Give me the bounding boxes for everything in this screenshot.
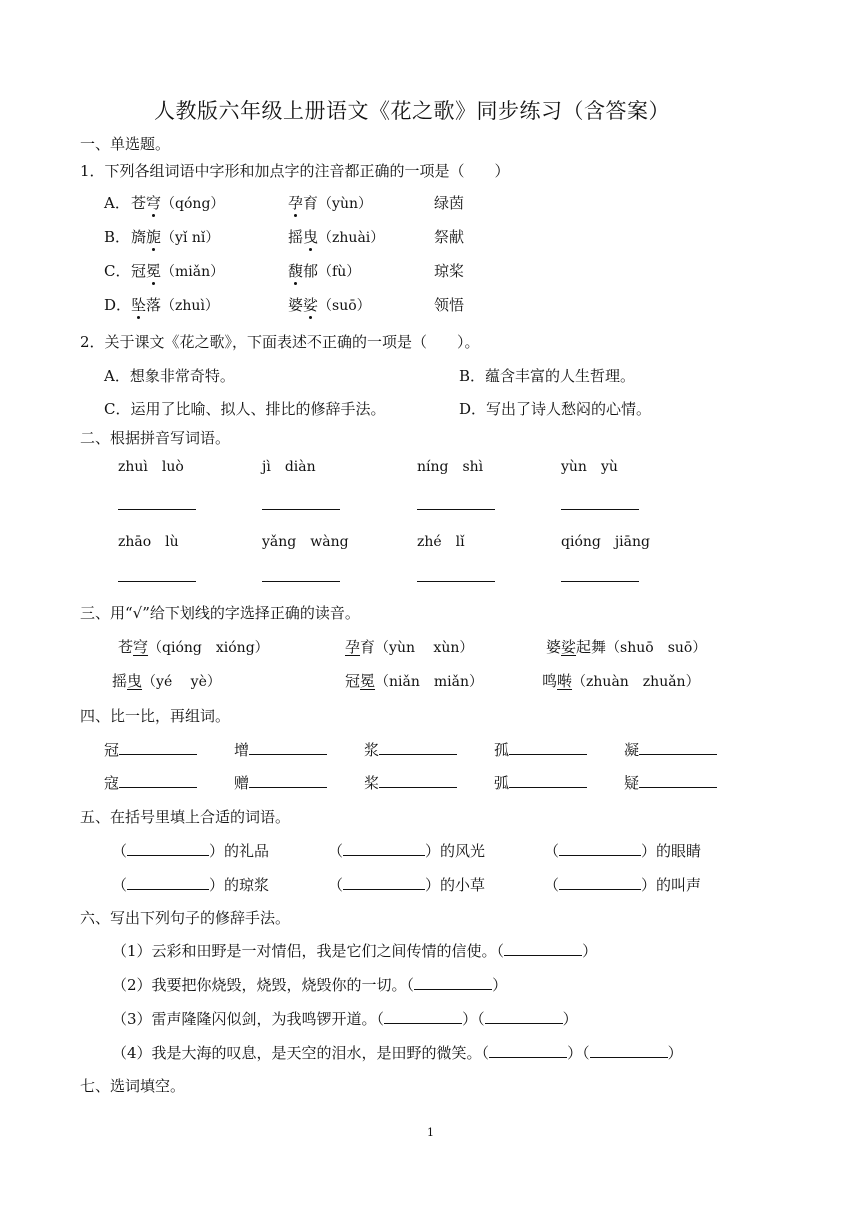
answer-line[interactable] [504, 955, 582, 956]
answer-line[interactable] [509, 787, 587, 788]
q2-stem: 2．关于课文《花之歌》，下面表述不正确的一项是（ ）。 [80, 333, 480, 351]
answer-line[interactable] [590, 1057, 668, 1058]
compare-char: 增 [234, 739, 327, 760]
q2-option-c: C．运用了比喻、拟人、排比的修辞手法。 [104, 400, 386, 418]
compare-char: 疑 [624, 772, 717, 793]
pronunciation-item: 婆娑起舞（shuō suō） [546, 638, 707, 656]
compare-char: 弧 [494, 772, 587, 793]
fill-phrase: （ ）的小草 [328, 876, 486, 894]
compare-char: 孤 [494, 739, 587, 760]
pinyin-label: zhāo lù [118, 534, 179, 550]
answer-line[interactable] [417, 509, 495, 510]
rhetoric-item: （3）雷声隆隆闪似剑，为我鸣锣开道。（ ）（ ） [112, 1010, 578, 1028]
answer-line[interactable] [417, 581, 495, 582]
pronunciation-item: 苍穹（qióng xióng） [118, 638, 269, 656]
rhetoric-item: （2）我要把你烧毁，烧毁，烧毁你的一切。（ ） [112, 976, 508, 994]
pinyin-label: jì diàn [262, 459, 316, 475]
pinyin-label: yǎng wàng [262, 534, 349, 550]
fill-phrase: （ ）的风光 [328, 842, 486, 860]
answer-line[interactable] [379, 754, 457, 755]
answer-line[interactable] [414, 989, 492, 990]
answer-line[interactable] [561, 509, 639, 510]
answer-line[interactable] [489, 1057, 567, 1058]
answer-line[interactable] [262, 581, 340, 582]
answer-line[interactable] [639, 754, 717, 755]
compare-char: 桨 [364, 772, 457, 793]
answer-line[interactable] [379, 787, 457, 788]
compare-char: 凝 [624, 739, 717, 760]
section-6-heading: 六、写出下列句子的修辞手法。 [80, 909, 291, 927]
q2-option-a: A．想象非常奇特。 [104, 367, 235, 385]
answer-line[interactable] [343, 889, 425, 890]
answer-line[interactable] [249, 787, 327, 788]
q2-option-d: D．写出了诗人愁闷的心情。 [459, 400, 652, 418]
answer-line[interactable] [127, 855, 209, 856]
q2-option-b: B．蕴含丰富的人生哲理。 [459, 367, 636, 385]
pronunciation-item: 孕育（yùn xùn） [345, 638, 474, 656]
answer-line[interactable] [509, 754, 587, 755]
answer-line[interactable] [127, 889, 209, 890]
fill-phrase: （ ）的琼浆 [112, 876, 270, 894]
answer-line[interactable] [559, 855, 641, 856]
section-4-heading: 四、比一比，再组词。 [80, 707, 231, 725]
page-number: 1 [427, 1126, 434, 1139]
answer-line[interactable] [262, 509, 340, 510]
answer-line[interactable] [118, 581, 196, 582]
compare-char: 赠 [234, 772, 327, 793]
pronunciation-item: 冠冕（niǎn miǎn） [345, 672, 484, 690]
answer-line[interactable] [559, 889, 641, 890]
section-3-heading: 三、用“√”给下划线的字选择正确的读音。 [80, 604, 360, 622]
rhetoric-item: （1）云彩和田野是一对情侣，我是它们之间传情的信使。（ ） [112, 942, 598, 960]
section-1-heading: 一、单选题。 [80, 135, 171, 153]
pinyin-label: yùn yù [561, 459, 618, 475]
pinyin-label: zhé lǐ [417, 534, 465, 550]
answer-line[interactable] [639, 787, 717, 788]
rhetoric-item: （4）我是大海的叹息，是天空的泪水，是田野的微笑。（ ）（ ） [112, 1044, 683, 1062]
compare-char: 浆 [364, 739, 457, 760]
page-title: 人教版六年级上册语文《花之歌》同步练习（含答案） [154, 99, 670, 123]
section-7-heading: 七、选词填空。 [80, 1077, 186, 1095]
fill-phrase: （ ）的叫声 [544, 876, 702, 894]
fill-phrase: （ ）的礼品 [112, 842, 270, 860]
answer-line[interactable] [485, 1023, 563, 1024]
answer-line[interactable] [343, 855, 425, 856]
pinyin-label: níng shì [417, 459, 484, 475]
pinyin-label: zhuì luò [118, 459, 184, 475]
section-5-heading: 五、在括号里填上合适的词语。 [80, 808, 291, 826]
answer-line[interactable] [384, 1023, 462, 1024]
pinyin-label: qióng jiāng [561, 534, 650, 550]
answer-line[interactable] [249, 754, 327, 755]
q1-stem: 1．下列各组词语中字形和加点字的注音都正确的一项是（ ） [80, 162, 510, 180]
fill-phrase: （ ）的眼睛 [544, 842, 702, 860]
pronunciation-item: 鸣啭（zhuàn zhuǎn） [542, 672, 700, 690]
answer-line[interactable] [119, 754, 197, 755]
answer-line[interactable] [119, 787, 197, 788]
answer-line[interactable] [561, 581, 639, 582]
answer-line[interactable] [118, 509, 196, 510]
compare-char: 冠 [104, 739, 197, 760]
pronunciation-item: 摇曳（yé yè） [112, 672, 221, 690]
section-2-heading: 二、根据拼音写词语。 [80, 429, 231, 447]
compare-char: 寇 [104, 772, 197, 793]
